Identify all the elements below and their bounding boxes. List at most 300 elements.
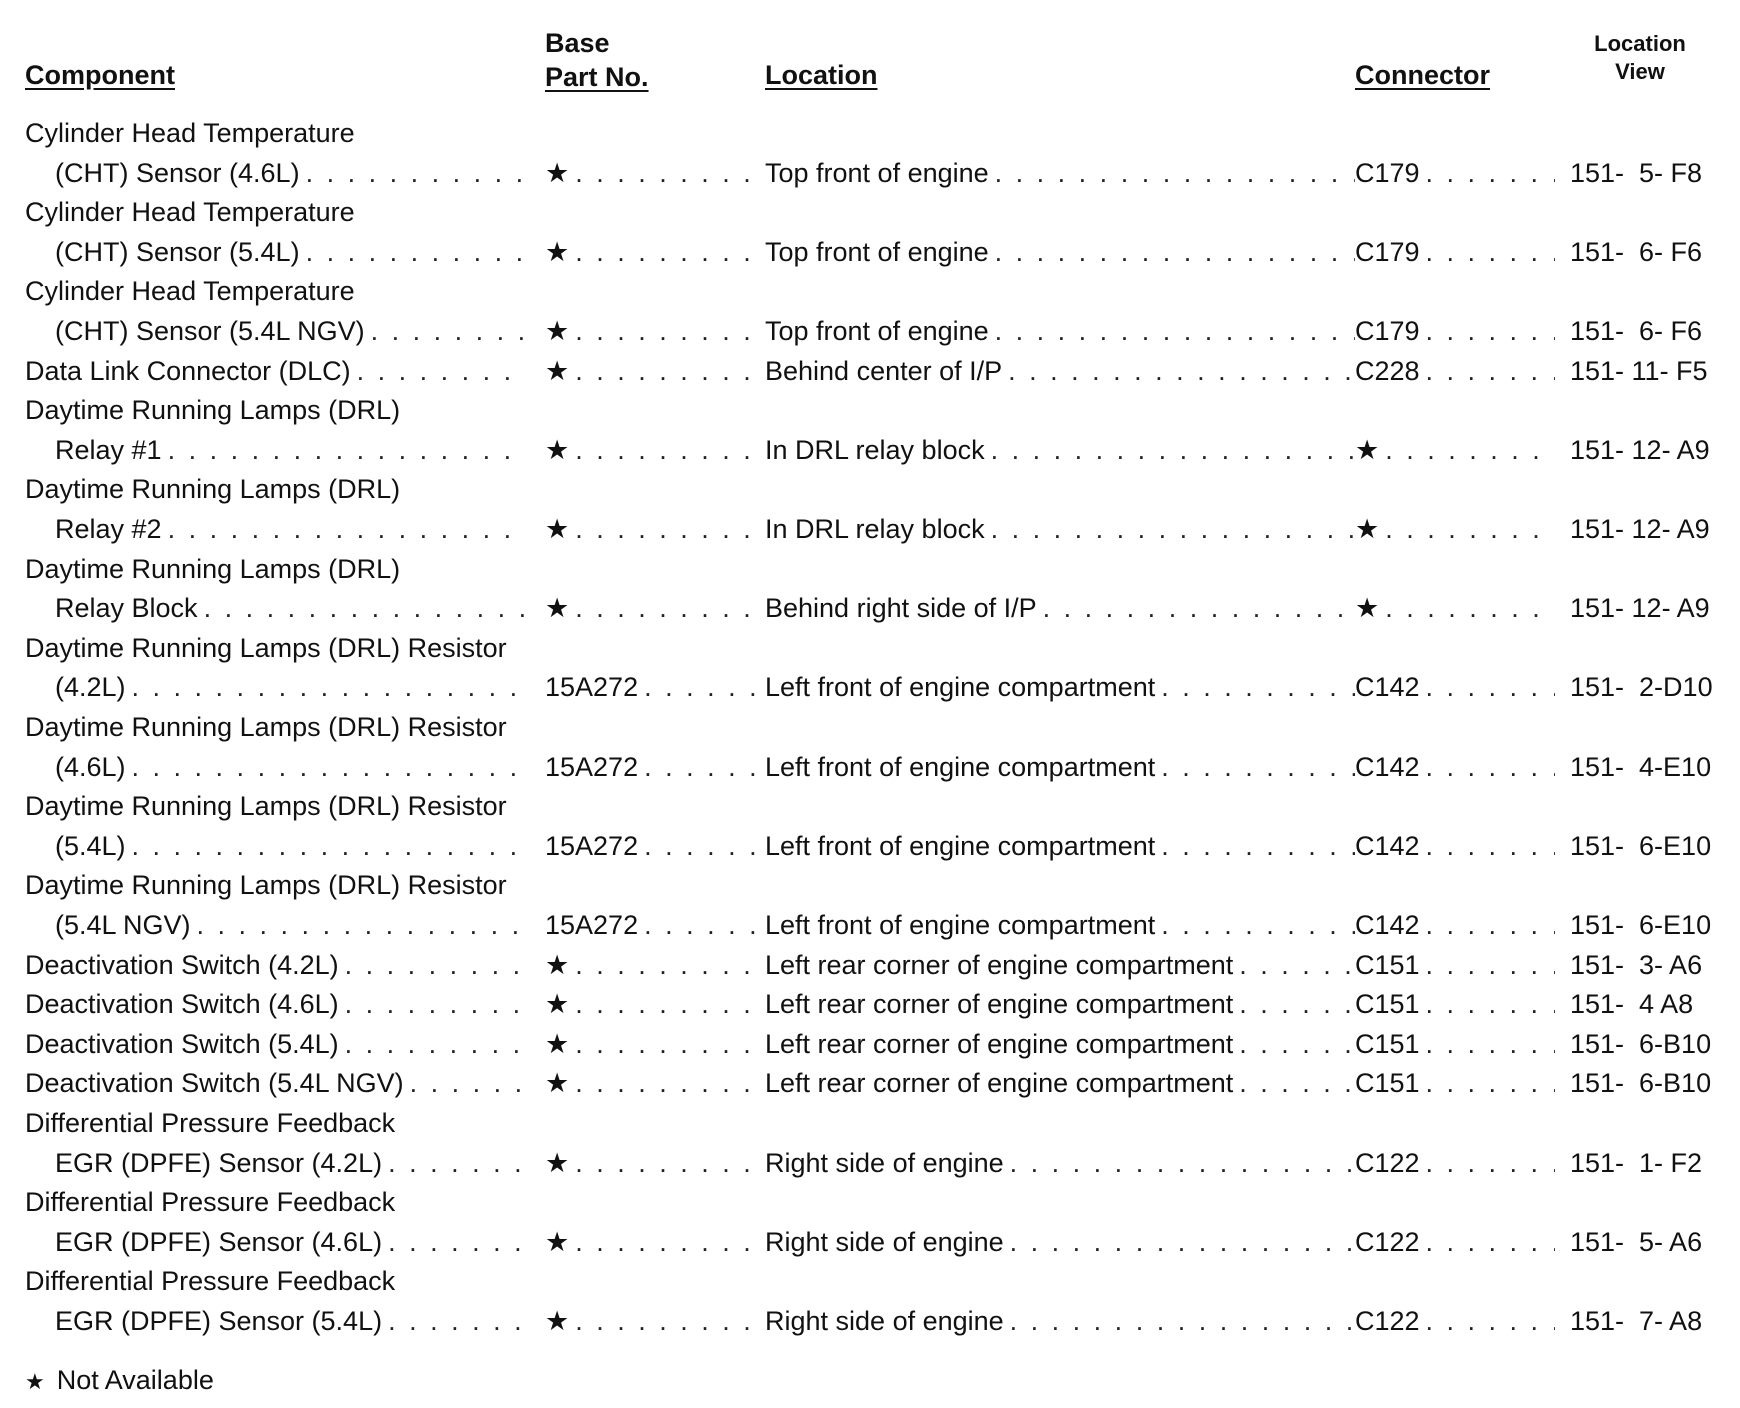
component-cell-text: EGR (DPFE) Sensor (4.2L) (55, 1143, 388, 1183)
part-cell (545, 667, 765, 707)
component-cell-text: Deactivation Switch (4.6L) (25, 984, 345, 1024)
entry-title-line (0, 549, 1740, 589)
entry-title: Daytime Running Lamps (DRL) (25, 474, 401, 505)
table-row (0, 1222, 1740, 1262)
footnote-text: Not Available (56, 1365, 214, 1395)
location-cell (765, 430, 1355, 470)
table-row (0, 509, 1740, 549)
dot-leader (991, 509, 1355, 549)
location-view-cell-text: 151- 6-B10 (1570, 1063, 1717, 1103)
location-cell (765, 351, 1355, 391)
component-cell-text: Relay #1 (55, 430, 168, 470)
part-cell (545, 232, 765, 272)
part-cell (545, 588, 765, 628)
dot-leader (1426, 945, 1555, 985)
connector-cell (1355, 1063, 1555, 1103)
connector-cell-text: C179 (1355, 232, 1426, 272)
part-cell (545, 945, 765, 985)
location-cell (765, 945, 1355, 985)
connector-cell-text: ★ (1355, 430, 1385, 470)
table-row (0, 153, 1740, 193)
connector-cell (1355, 667, 1555, 707)
part-cell-text: ★ (545, 1222, 575, 1262)
header-base-line2: Part No. (545, 62, 649, 92)
header-view-line1: Location (1594, 31, 1686, 56)
dot-leader (1010, 1143, 1355, 1183)
location-cell (765, 1222, 1355, 1262)
component-cell-text: Data Link Connector (DLC) (25, 351, 357, 391)
part-cell-text: ★ (545, 430, 575, 470)
component-cell-text: (5.4L) (55, 826, 132, 866)
connector-cell-text: C179 (1355, 153, 1426, 193)
location-view-cell (1570, 311, 1740, 351)
connector-cell-text: C179 (1355, 311, 1426, 351)
table-row (0, 588, 1740, 628)
location-view-cell-text: 151- 4-E10 (1570, 747, 1717, 787)
entry-title-line (0, 865, 1740, 905)
part-cell (545, 1222, 765, 1262)
table-row (0, 232, 1740, 272)
dot-leader (1426, 667, 1555, 707)
dot-leader (1385, 588, 1555, 628)
table-row (0, 1024, 1740, 1064)
component-cell (25, 1063, 525, 1103)
entry-title: Daytime Running Lamps (DRL) Resistor (25, 632, 507, 663)
component-cell-text: Relay Block (55, 588, 204, 628)
dot-leader (575, 1143, 765, 1183)
dot-leader (132, 826, 525, 866)
connector-cell (1355, 984, 1555, 1024)
dot-leader (995, 153, 1355, 193)
entry-title: Differential Pressure Feedback (25, 1187, 396, 1218)
dot-leader (1426, 1024, 1555, 1064)
location-cell (765, 1024, 1355, 1064)
part-cell-text: ★ (545, 945, 575, 985)
part-cell-text: ★ (545, 153, 575, 193)
location-view-cell-text: 151- 5- F8 (1570, 153, 1708, 193)
entry-title-line (0, 469, 1740, 509)
dot-leader (995, 311, 1355, 351)
connector-cell (1355, 153, 1555, 193)
header-base-part (545, 26, 649, 94)
location-cell-text: Top front of engine (765, 311, 995, 351)
part-cell (545, 905, 765, 945)
dot-leader (1426, 747, 1555, 787)
entry-title-line (0, 390, 1740, 430)
table-row (0, 905, 1740, 945)
part-cell-text: ★ (545, 1143, 575, 1183)
entry-title-line (0, 192, 1740, 232)
location-cell-text: Right side of engine (765, 1301, 1010, 1341)
part-cell-text: 15A272 (545, 667, 644, 707)
dot-leader (1426, 351, 1555, 391)
connector-cell (1355, 747, 1555, 787)
header-view-line2: View (1615, 59, 1665, 84)
part-cell-text: ★ (545, 1063, 575, 1103)
entry-title: Daytime Running Lamps (DRL) (25, 553, 401, 584)
component-cell-text: Deactivation Switch (5.4L) (25, 1024, 345, 1064)
connector-cell (1355, 1301, 1555, 1341)
connector-cell (1355, 311, 1555, 351)
location-cell (765, 311, 1355, 351)
header-connector (1355, 62, 1490, 89)
location-view-cell-text: 151- 2-D10 (1570, 667, 1719, 707)
location-view-cell-text: 151- 4 A8 (1570, 984, 1699, 1024)
connector-cell (1355, 905, 1555, 945)
part-cell (545, 351, 765, 391)
component-cell-text: Deactivation Switch (5.4L NGV) (25, 1063, 410, 1103)
table-row (0, 1143, 1740, 1183)
header-component-label: Component (25, 60, 175, 90)
location-view-cell (1570, 1024, 1740, 1064)
part-cell-text: ★ (545, 1301, 575, 1341)
dot-leader (575, 1301, 765, 1341)
dot-leader (575, 430, 765, 470)
location-cell (765, 1143, 1355, 1183)
component-cell-text: (5.4L NGV) (55, 905, 197, 945)
location-view-cell-text: 151- 6-E10 (1570, 826, 1717, 866)
connector-cell (1355, 945, 1555, 985)
part-cell (545, 747, 765, 787)
table-row (0, 430, 1740, 470)
location-view-cell (1570, 351, 1740, 391)
component-cell (55, 311, 525, 351)
connector-cell-text: C151 (1355, 1024, 1426, 1064)
location-cell-text: Left rear corner of engine compartment (765, 1063, 1239, 1103)
connector-cell-text: C142 (1355, 905, 1426, 945)
connector-cell (1355, 1024, 1555, 1064)
dot-leader (168, 509, 525, 549)
component-cell (25, 945, 525, 985)
header-location (765, 62, 878, 89)
part-cell (545, 1301, 765, 1341)
location-cell (765, 747, 1355, 787)
part-cell (545, 311, 765, 351)
part-cell (545, 1024, 765, 1064)
dot-leader (388, 1143, 525, 1183)
location-cell-text: Top front of engine (765, 232, 995, 272)
dot-leader (1239, 984, 1355, 1024)
dot-leader (1426, 1222, 1555, 1262)
dot-leader (1161, 905, 1355, 945)
location-view-cell-text: 151- 12- A9 (1570, 588, 1716, 628)
part-cell-text: 15A272 (545, 747, 644, 787)
component-cell (25, 1024, 525, 1064)
location-cell (765, 509, 1355, 549)
location-cell-text: Left rear corner of engine compartment (765, 984, 1239, 1024)
dot-leader (345, 984, 525, 1024)
component-cell (55, 509, 525, 549)
component-cell-text: EGR (DPFE) Sensor (4.6L) (55, 1222, 388, 1262)
table-row (0, 826, 1740, 866)
component-cell-text: Deactivation Switch (4.2L) (25, 945, 345, 985)
connector-cell (1355, 430, 1555, 470)
location-view-cell (1570, 1222, 1740, 1262)
location-cell-text: Behind center of I/P (765, 351, 1008, 391)
part-cell-text: ★ (545, 311, 575, 351)
location-view-cell (1570, 1301, 1740, 1341)
connector-cell-text: C142 (1355, 826, 1426, 866)
location-view-cell (1570, 984, 1740, 1024)
component-cell (25, 984, 525, 1024)
part-cell-text: 15A272 (545, 905, 644, 945)
connector-cell (1355, 1222, 1555, 1262)
entry-title-line (0, 1182, 1740, 1222)
location-view-cell-text: 151- 6-B10 (1570, 1024, 1717, 1064)
entry-title-line (0, 786, 1740, 826)
dot-leader (575, 311, 765, 351)
dot-leader (1426, 1143, 1555, 1183)
part-cell-text: 15A272 (545, 826, 644, 866)
location-cell (765, 905, 1355, 945)
part-cell (545, 1143, 765, 1183)
location-cell-text: Top front of engine (765, 153, 995, 193)
part-cell (545, 430, 765, 470)
dot-leader (575, 153, 765, 193)
dot-leader (168, 430, 525, 470)
location-view-cell-text: 151- 6- F6 (1570, 232, 1708, 272)
part-cell-text: ★ (545, 1024, 575, 1064)
header-location-view (1585, 30, 1695, 86)
part-cell (545, 984, 765, 1024)
table-row (0, 945, 1740, 985)
dot-leader (1239, 1063, 1355, 1103)
connector-cell-text: ★ (1355, 588, 1385, 628)
location-view-cell (1570, 667, 1740, 707)
location-view-cell-text: 151- 12- A9 (1570, 430, 1716, 470)
entry-title: Daytime Running Lamps (DRL) Resistor (25, 791, 507, 822)
location-cell (765, 826, 1355, 866)
dot-leader (575, 1024, 765, 1064)
dot-leader (1426, 984, 1555, 1024)
location-cell-text: In DRL relay block (765, 509, 991, 549)
star-icon: ★ (25, 1369, 45, 1394)
component-cell (55, 1301, 525, 1341)
dot-leader (1426, 1063, 1555, 1103)
location-cell-text: Right side of engine (765, 1143, 1010, 1183)
entry-title-line (0, 1261, 1740, 1301)
dot-leader (1426, 826, 1555, 866)
location-view-cell-text: 151- 6- F6 (1570, 311, 1708, 351)
dot-leader (991, 430, 1355, 470)
dot-leader (197, 905, 525, 945)
dot-leader (1043, 588, 1355, 628)
component-cell-text: (CHT) Sensor (4.6L) (55, 153, 306, 193)
entry-title: Daytime Running Lamps (DRL) (25, 395, 401, 426)
dot-leader (1161, 747, 1355, 787)
location-view-cell-text: 151- 5- A6 (1570, 1222, 1708, 1262)
dot-leader (644, 747, 765, 787)
connector-cell-text: ★ (1355, 509, 1385, 549)
location-cell-text: Left front of engine compartment (765, 667, 1161, 707)
table-row (0, 747, 1740, 787)
entry-title: Cylinder Head Temperature (25, 197, 355, 228)
entry-title: Differential Pressure Feedback (25, 1108, 396, 1138)
dot-leader (575, 1222, 765, 1262)
location-view-cell (1570, 232, 1740, 272)
connector-cell-text: C228 (1355, 351, 1426, 391)
dot-leader (1426, 153, 1555, 193)
dot-leader (644, 826, 765, 866)
location-cell-text: Left front of engine compartment (765, 905, 1161, 945)
dot-leader (1426, 311, 1555, 351)
location-view-cell-text: 151- 7- A8 (1570, 1301, 1708, 1341)
connector-cell-text: C151 (1355, 1063, 1426, 1103)
dot-leader (357, 351, 525, 391)
connector-cell (1355, 1143, 1555, 1183)
dot-leader (1385, 430, 1555, 470)
location-cell-text: In DRL relay block (765, 430, 991, 470)
entry-title: Differential Pressure Feedback (25, 1266, 396, 1297)
location-view-cell (1570, 1063, 1740, 1103)
location-view-cell (1570, 945, 1740, 985)
dot-leader (1239, 945, 1355, 985)
component-cell (55, 667, 525, 707)
component-cell (55, 1222, 525, 1262)
location-view-cell (1570, 509, 1740, 549)
footnote (25, 1360, 214, 1402)
component-cell (55, 232, 525, 272)
component-cell (25, 351, 525, 391)
location-cell (765, 1063, 1355, 1103)
table-row (0, 984, 1740, 1024)
entry-title-line (0, 271, 1740, 311)
entry-title: Cylinder Head Temperature (25, 276, 355, 307)
dot-leader (1426, 232, 1555, 272)
dot-leader (345, 945, 525, 985)
dot-leader (1010, 1222, 1355, 1262)
entry-title: Daytime Running Lamps (DRL) Resistor (25, 712, 507, 742)
location-view-cell (1570, 1143, 1740, 1183)
dot-leader (1426, 905, 1555, 945)
dot-leader (995, 232, 1355, 272)
component-cell (55, 747, 525, 787)
table-row (0, 311, 1740, 351)
entry-title-line (0, 628, 1740, 668)
header-component (25, 62, 175, 89)
table-row (0, 667, 1740, 707)
location-view-cell (1570, 905, 1740, 945)
connector-cell-text: C151 (1355, 984, 1426, 1024)
location-cell-text: Left front of engine compartment (765, 826, 1161, 866)
component-cell-text: Relay #2 (55, 509, 168, 549)
part-cell (545, 1063, 765, 1103)
dot-leader (345, 1024, 525, 1064)
connector-cell-text: C122 (1355, 1143, 1426, 1183)
location-view-cell (1570, 588, 1740, 628)
table-row (0, 1063, 1740, 1103)
location-view-cell-text: 151- 3- A6 (1570, 945, 1708, 985)
header-base-line1: Base (545, 28, 610, 58)
dot-leader (1239, 1024, 1355, 1064)
component-cell-text: (4.2L) (55, 667, 132, 707)
location-cell (765, 984, 1355, 1024)
component-cell-text: EGR (DPFE) Sensor (5.4L) (55, 1301, 388, 1341)
dot-leader (575, 588, 765, 628)
dot-leader (575, 232, 765, 272)
connector-cell-text: C122 (1355, 1301, 1426, 1341)
location-view-cell-text: 151- 12- A9 (1570, 509, 1716, 549)
connector-cell (1355, 588, 1555, 628)
dot-leader (575, 945, 765, 985)
location-view-cell-text: 151- 11- F5 (1570, 351, 1714, 391)
location-cell (765, 1301, 1355, 1341)
dot-leader (1426, 1301, 1555, 1341)
table-row (0, 351, 1740, 391)
component-cell (55, 153, 525, 193)
dot-leader (1161, 667, 1355, 707)
header-location-label: Location (765, 60, 878, 90)
dot-leader (204, 588, 525, 628)
location-cell (765, 667, 1355, 707)
connector-cell (1355, 826, 1555, 866)
location-cell-text: Left rear corner of engine compartment (765, 945, 1239, 985)
header-connector-label: Connector (1355, 60, 1490, 90)
location-cell (765, 153, 1355, 193)
dot-leader (575, 351, 765, 391)
part-cell (545, 509, 765, 549)
entry-title: Daytime Running Lamps (DRL) Resistor (25, 870, 507, 901)
dot-leader (1008, 351, 1355, 391)
part-cell (545, 826, 765, 866)
dot-leader (575, 984, 765, 1024)
component-cell (55, 588, 525, 628)
location-cell (765, 588, 1355, 628)
component-cell (55, 905, 525, 945)
part-cell-text: ★ (545, 351, 575, 391)
part-cell (545, 153, 765, 193)
part-cell-text: ★ (545, 509, 575, 549)
dot-leader (575, 509, 765, 549)
dot-leader (306, 153, 525, 193)
dot-leader (1010, 1301, 1355, 1341)
dot-leader (388, 1222, 525, 1262)
dot-leader (388, 1301, 525, 1341)
component-cell (55, 826, 525, 866)
location-cell-text: Left rear corner of engine compartment (765, 1024, 1239, 1064)
location-view-cell (1570, 430, 1740, 470)
component-cell (55, 430, 525, 470)
dot-leader (1161, 826, 1355, 866)
dot-leader (644, 905, 765, 945)
component-cell (55, 1143, 525, 1183)
connector-cell (1355, 509, 1555, 549)
dot-leader (644, 667, 765, 707)
location-view-cell (1570, 153, 1740, 193)
entry-title: Cylinder Head Temperature (25, 118, 355, 148)
component-cell-text: (CHT) Sensor (5.4L) (55, 232, 306, 272)
component-cell-text: (CHT) Sensor (5.4L NGV) (55, 311, 371, 351)
dot-leader (306, 232, 525, 272)
location-cell-text: Left front of engine compartment (765, 747, 1161, 787)
location-view-cell-text: 151- 1- F2 (1570, 1143, 1708, 1183)
part-cell-text: ★ (545, 588, 575, 628)
connector-cell (1355, 351, 1555, 391)
entry-title-line (0, 1103, 1740, 1143)
dot-leader (132, 747, 525, 787)
location-view-cell (1570, 826, 1740, 866)
location-view-cell-text: 151- 6-E10 (1570, 905, 1717, 945)
connector-cell-text: C142 (1355, 747, 1426, 787)
connector-cell-text: C151 (1355, 945, 1426, 985)
dot-leader (410, 1063, 525, 1103)
table-row (0, 1301, 1740, 1341)
dot-leader (575, 1063, 765, 1103)
location-cell (765, 232, 1355, 272)
dot-leader (371, 311, 525, 351)
entry-title-line (0, 113, 1740, 153)
dot-leader (1385, 509, 1555, 549)
